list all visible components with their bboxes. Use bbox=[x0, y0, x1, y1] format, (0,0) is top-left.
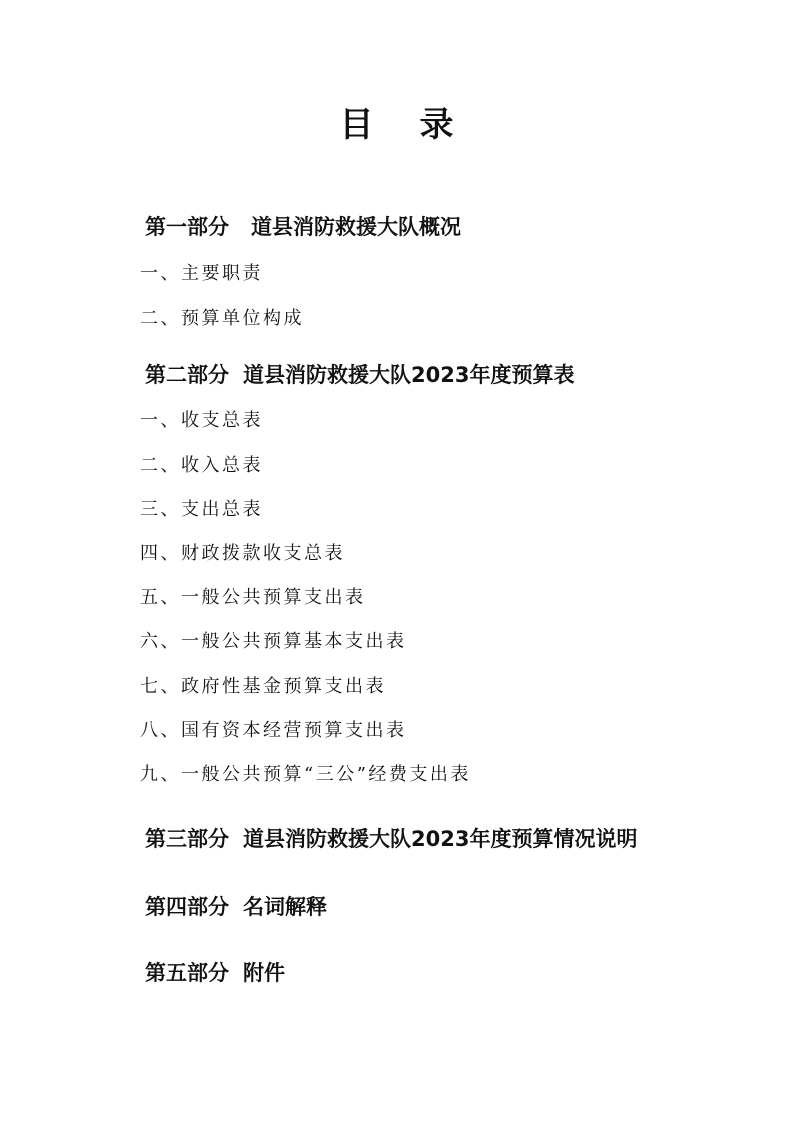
toc-item[interactable]: 八、国有资本经营预算支出表 bbox=[140, 720, 407, 741]
toc-item[interactable]: 一、主要职责 bbox=[140, 263, 263, 284]
toc-item[interactable]: 九、一般公共预算“三公”经费支出表 bbox=[140, 764, 471, 785]
toc-part-4[interactable] bbox=[145, 892, 327, 922]
toc-item[interactable]: 三、支出总表 bbox=[140, 499, 263, 520]
part-title: 道县消防救援大队概况 bbox=[251, 215, 461, 239]
part-label: 第二部分 bbox=[145, 363, 229, 387]
page-title bbox=[0, 100, 793, 150]
toc-item[interactable]: 五、一般公共预算支出表 bbox=[140, 587, 366, 608]
toc-item[interactable]: 一、收支总表 bbox=[140, 410, 263, 431]
toc-part-2[interactable] bbox=[145, 360, 574, 390]
part-label: 第四部分 bbox=[145, 895, 229, 919]
part-title: 道县消防救援大队2023年度预算表 bbox=[243, 363, 575, 387]
part-label: 第三部分 bbox=[145, 827, 229, 851]
part-title: 附件 bbox=[243, 961, 285, 985]
part-title: 名词解释 bbox=[243, 895, 327, 919]
part-title: 道县消防救援大队2023年度预算情况说明 bbox=[243, 827, 638, 851]
part-label: 第五部分 bbox=[145, 961, 229, 985]
toc-part-3[interactable] bbox=[145, 824, 637, 854]
toc-part-5[interactable] bbox=[145, 958, 285, 988]
toc-item[interactable]: 二、收入总表 bbox=[140, 455, 263, 476]
page-title-char-1: 目 bbox=[339, 105, 420, 145]
toc-item[interactable]: 四、财政拨款收支总表 bbox=[140, 543, 345, 564]
toc-item[interactable]: 二、预算单位构成 bbox=[140, 308, 304, 329]
part-label: 第一部分 bbox=[145, 215, 229, 239]
toc-part-1[interactable] bbox=[145, 212, 461, 242]
toc-item[interactable]: 六、一般公共预算基本支出表 bbox=[140, 631, 407, 652]
page-title-char-2: 录 bbox=[419, 105, 500, 145]
toc-item[interactable]: 七、政府性基金预算支出表 bbox=[140, 676, 386, 697]
